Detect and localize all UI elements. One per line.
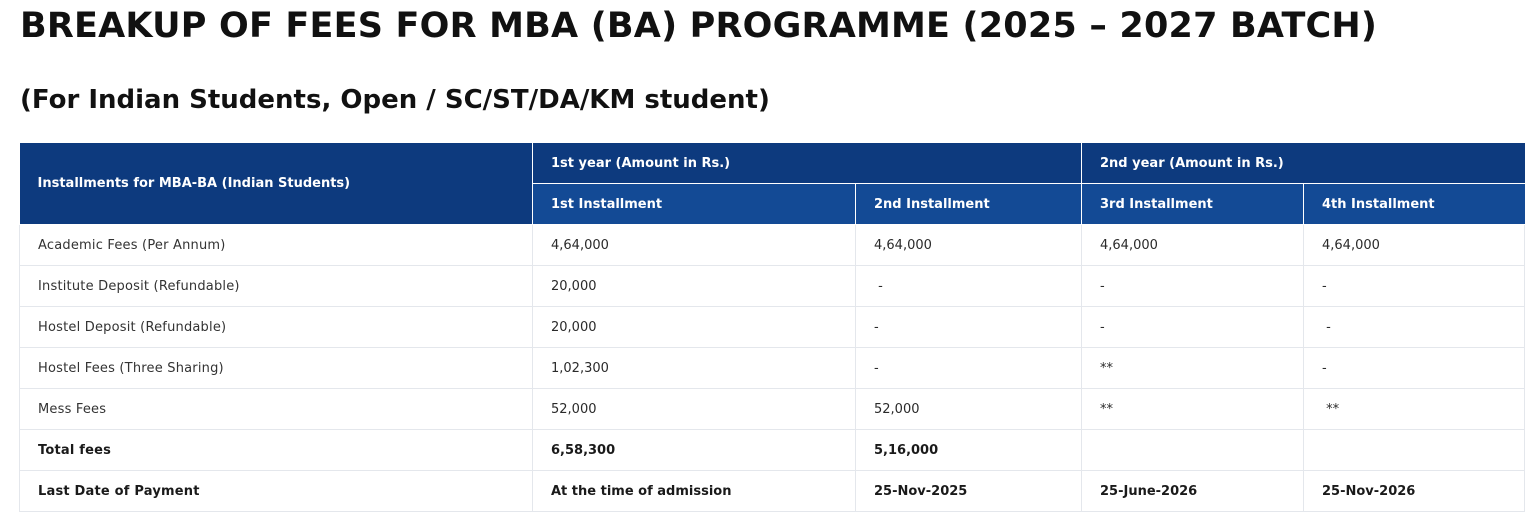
cell-installment-1: 20,000 xyxy=(533,307,856,348)
cell-installment-1: At the time of admission xyxy=(533,471,856,512)
header-installment-4: 4th Installment xyxy=(1304,184,1525,225)
table-row-total xyxy=(20,430,1525,471)
row-label: Hostel Deposit (Refundable) xyxy=(20,307,533,348)
cell-installment-4: 4,64,000 xyxy=(1304,225,1525,266)
cell-installment-2: 25-Nov-2025 xyxy=(856,471,1082,512)
cell-installment-1: 52,000 xyxy=(533,389,856,430)
cell-installment-4: - xyxy=(1304,348,1525,389)
table-row xyxy=(20,225,1525,266)
cell-installment-2: 5,16,000 xyxy=(856,430,1082,471)
cell-installment-1: 20,000 xyxy=(533,266,856,307)
header-year-2: 2nd year (Amount in Rs.) xyxy=(1082,143,1525,184)
cell-installment-2: - xyxy=(856,348,1082,389)
row-label: Mess Fees xyxy=(20,389,533,430)
cell-installment-4 xyxy=(1304,430,1525,471)
fees-table xyxy=(19,143,1525,512)
table-row xyxy=(20,389,1525,430)
cell-installment-4: ** xyxy=(1304,389,1525,430)
page-subtitle: (For Indian Students, Open / SC/ST/DA/KM student) xyxy=(20,85,770,115)
cell-installment-1: 1,02,300 xyxy=(533,348,856,389)
row-label: Institute Deposit (Refundable) xyxy=(20,266,533,307)
header-row-years xyxy=(20,143,1525,184)
cell-installment-1: 4,64,000 xyxy=(533,225,856,266)
table-row xyxy=(20,348,1525,389)
cell-installment-3: ** xyxy=(1082,348,1304,389)
header-year-1: 1st year (Amount in Rs.) xyxy=(533,143,1082,184)
header-installment-2: 2nd Installment xyxy=(856,184,1082,225)
fees-table-body xyxy=(20,225,1525,512)
row-label: Academic Fees (Per Annum) xyxy=(20,225,533,266)
row-label: Last Date of Payment xyxy=(20,471,533,512)
fees-table-header xyxy=(20,143,1525,225)
header-installment-3: 3rd Installment xyxy=(1082,184,1304,225)
header-installments-label: Installments for MBA-BA (Indian Students) xyxy=(20,143,533,225)
cell-installment-1: 6,58,300 xyxy=(533,430,856,471)
page-title: BREAKUP OF FEES FOR MBA (BA) PROGRAMME (2025 – 2027 BATCH) xyxy=(20,6,1378,46)
row-label: Total fees xyxy=(20,430,533,471)
cell-installment-3: - xyxy=(1082,266,1304,307)
cell-installment-4: - xyxy=(1304,307,1525,348)
cell-installment-3: - xyxy=(1082,307,1304,348)
cell-installment-2: - xyxy=(856,307,1082,348)
table-row-due-date xyxy=(20,471,1525,512)
cell-installment-4: - xyxy=(1304,266,1525,307)
cell-installment-4: 25-Nov-2026 xyxy=(1304,471,1525,512)
table-row xyxy=(20,266,1525,307)
cell-installment-3 xyxy=(1082,430,1304,471)
header-installment-1: 1st Installment xyxy=(533,184,856,225)
cell-installment-3: 25-June-2026 xyxy=(1082,471,1304,512)
table-row xyxy=(20,307,1525,348)
cell-installment-3: ** xyxy=(1082,389,1304,430)
cell-installment-3: 4,64,000 xyxy=(1082,225,1304,266)
row-label: Hostel Fees (Three Sharing) xyxy=(20,348,533,389)
cell-installment-2: 52,000 xyxy=(856,389,1082,430)
cell-installment-2: 4,64,000 xyxy=(856,225,1082,266)
cell-installment-2: - xyxy=(856,266,1082,307)
